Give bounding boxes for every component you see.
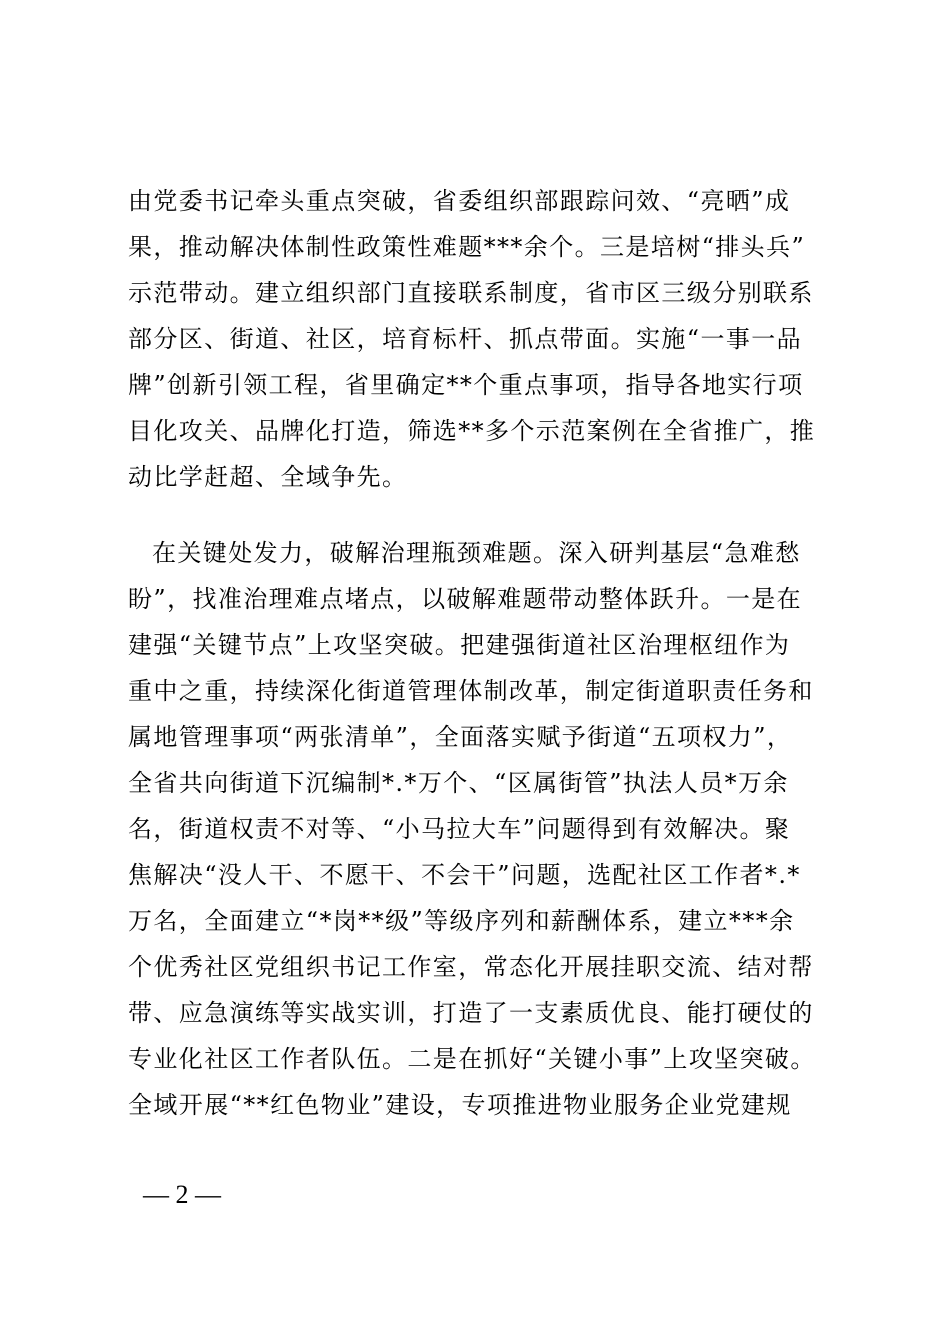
paragraph-2-line-1: 在关键处发力，破解治理瓶颈难题。深入研判基层“急难愁 xyxy=(152,539,801,567)
paragraph-2-line-12: 专业化社区工作者队伍。二是在抓好“关键小事”上攻坚突破。 xyxy=(128,1045,816,1073)
paragraph-2-line-9: 万名，全面建立“*岗**级”等级序列和薪酬体系，建立***余 xyxy=(128,907,795,935)
paragraph-2-line-10: 个优秀社区党组织书记工作室，常态化开展挂职交流、结对帮 xyxy=(128,953,814,981)
paragraph-1-line-4: 部分区、街道、社区，培育标杆、抓点带面。实施“一事一品 xyxy=(128,325,803,353)
paragraph-2-line-8: 焦解决“没人干、不愿干、不会干”问题，选配社区工作者*.* xyxy=(128,861,801,889)
paragraph-1-line-2: 果，推动解决体制性政策性难题***余个。三是培树“排头兵” xyxy=(128,233,806,261)
paragraph-2-line-2: 盼”，找准治理难点堵点，以破解难题带动整体跃升。一是在 xyxy=(128,585,803,613)
paragraph-1-line-5: 牌”创新引领工程，省里确定**个重点事项，指导各地实行项 xyxy=(128,371,804,399)
paragraph-2-line-11: 带、应急演练等实战实训，打造了一支素质优良、能打硬仗的 xyxy=(128,999,814,1027)
paragraph-1-line-3: 示范带动。建立组织部门直接联系制度，省市区三级分别联系 xyxy=(128,279,814,307)
paragraph-2-line-6: 全省共向街道下沉编制*.*万个、“区属街管”执法人员*万余 xyxy=(128,769,789,797)
page-number: — 2 — xyxy=(143,1180,221,1209)
paragraph-2-line-13: 全域开展“**红色物业”建设，专项推进物业服务企业党建规 xyxy=(128,1091,792,1119)
paragraph-2-line-3: 建强“关键节点”上攻坚突破。把建强街道社区治理枢纽作为 xyxy=(128,631,791,659)
paragraph-2-line-7: 名，街道权责不对等、“小马拉大车”问题得到有效解决。聚 xyxy=(128,815,791,843)
paragraph-2-line-5: 属地管理事项“两张清单”，全面落实赋予街道“五项权力”， xyxy=(128,723,793,751)
paragraph-1-line-7: 动比学赶超、全域争先。 xyxy=(128,463,408,491)
paragraph-2-line-4: 重中之重，持续深化街道管理体制改革，制定街道职责任务和 xyxy=(128,677,814,705)
paragraph-1-line-6: 目化攻关、品牌化打造，筛选**多个示范案例在全省推广，推 xyxy=(128,417,816,445)
paragraph-1-line-1: 由党委书记牵头重点突破，省委组织部跟踪问效、“亮晒”成 xyxy=(128,187,791,215)
